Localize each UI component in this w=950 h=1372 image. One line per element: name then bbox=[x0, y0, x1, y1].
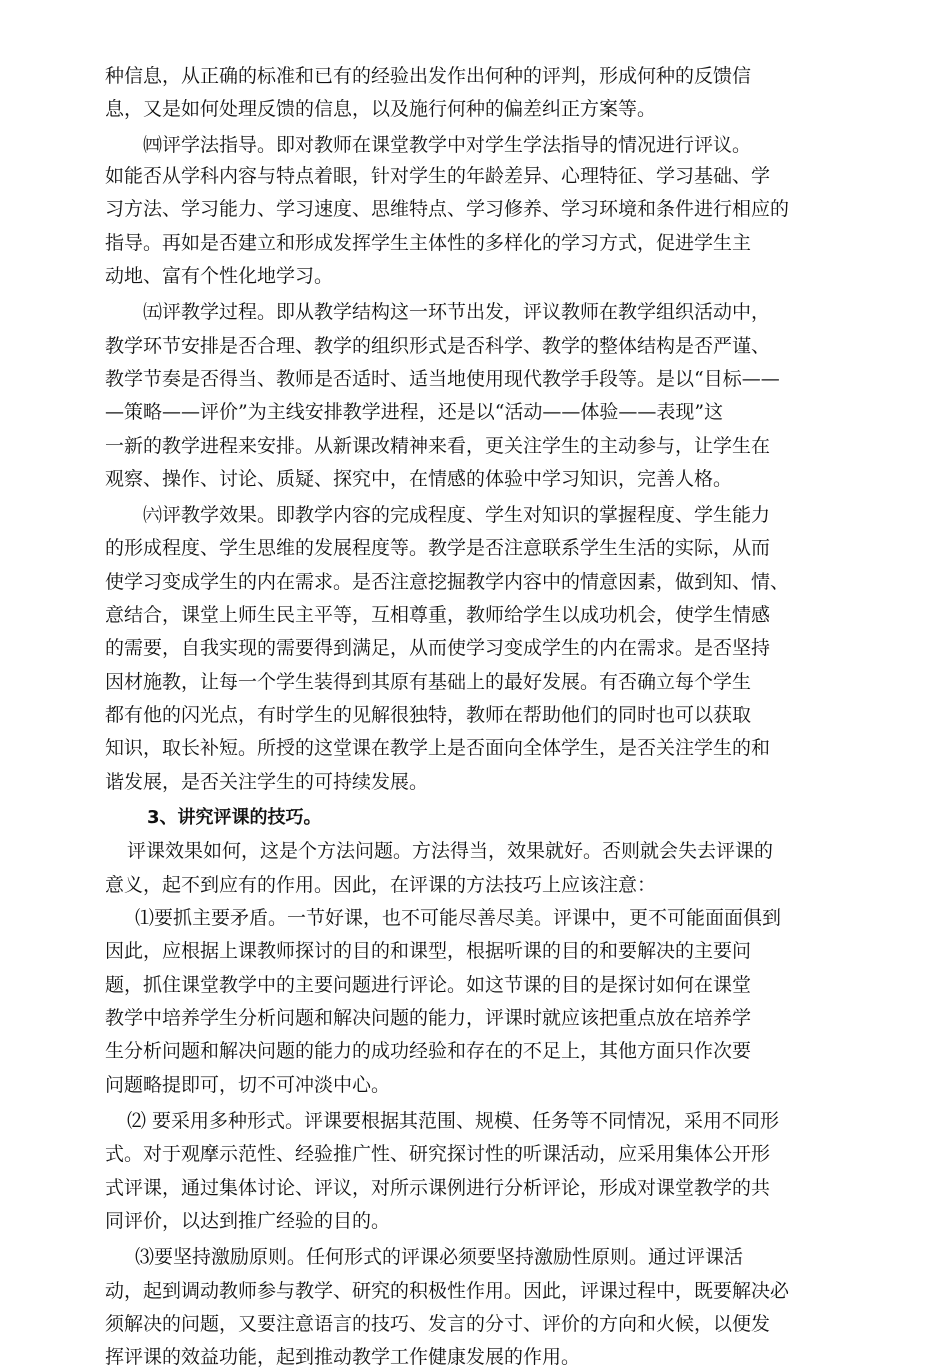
text-line: 问题略提即可，切不可冲淡中心。 bbox=[105, 1074, 391, 1096]
text-line: 教学环节安排是否合理、教学的组织形式是否科学、教学的整体结构是否严谨、 bbox=[105, 335, 771, 357]
text-line: ⑴要抓主要矛盾。一节好课，也不可能尽善尽美。评课中，更不可能面面俱到 bbox=[135, 907, 782, 929]
text-line: 谐发展，是否关注学生的可持续发展。 bbox=[105, 771, 429, 793]
text-line: 同评价，以达到推广经验的目的。 bbox=[105, 1210, 391, 1232]
text-line: 评课效果如何，这是个方法问题。方法得当，效果就好。否则就会失去评课的 bbox=[127, 840, 774, 862]
text-line: ㈥评教学效果。即教学内容的完成程度、学生对知识的掌握程度、学生能力 bbox=[143, 504, 771, 526]
text-line: 如能否从学科内容与特点着眼，针对学生的年龄差异、心理特征、学习基础、学 bbox=[105, 165, 771, 187]
text-line: 教学中培养学生分析问题和解决问题的能力，评课时就应该把重点放在培养学 bbox=[105, 1007, 752, 1029]
text-line: 指导。再如是否建立和形成发挥学生主体性的多样化的学习方式，促进学生主 bbox=[105, 232, 752, 254]
text-line: 知识，取长补短。所授的这堂课在教学上是否面向全体学生，是否关注学生的和 bbox=[105, 737, 771, 759]
text-line: 观察、操作、讨论、质疑、探究中，在情感的体验中学习知识，完善人格。 bbox=[105, 468, 733, 490]
text-line: 挥评课的效益功能，起到推动教学工作健康发展的作用。 bbox=[105, 1346, 581, 1368]
text-line: 式评课，通过集体讨论、评议，对所示课例进行分析评论，形成对课堂教学的共 bbox=[105, 1177, 771, 1199]
text-line: 一新的教学进程来安排。从新课改精神来看，更关注学生的主动参与，让学生在 bbox=[105, 435, 771, 457]
text-line: 题，抓住课堂教学中的主要问题进行评论。如这节课的目的是探讨如何在课堂 bbox=[105, 974, 752, 996]
text-line: 因材施教，让每一个学生装得到其原有基础上的最好发展。有否确立每个学生 bbox=[105, 671, 752, 693]
text-line: ⑵ 要采用多种形式。评课要根据其范围、规模、任务等不同情况，采用不同形 bbox=[127, 1110, 780, 1132]
text-line: 的形成程度、学生思维的发展程度等。教学是否注意联系学生生活的实际，从而 bbox=[105, 537, 771, 559]
text-line: 意结合，课堂上师生民主平等，互相尊重，教师给学生以成功机会，使学生情感 bbox=[105, 604, 771, 626]
text-line: 生分析问题和解决问题的能力的成功经验和存在的不足上，其他方面只作次要 bbox=[105, 1040, 752, 1062]
text-line: 习方法、学习能力、学习速度、思维特点、学习修养、学习环境和条件进行相应的 bbox=[105, 198, 790, 220]
text-line: 式。对于观摩示范性、经验推广性、研究探讨性的听课活动，应采用集体公开形 bbox=[105, 1143, 771, 1165]
text-line: 须解决的问题，又要注意语言的技巧、发言的分寸、评价的方向和火候，以便发 bbox=[105, 1313, 771, 1335]
text-line: 教学节奏是否得当、教师是否适时、适当地使用现代教学手段等。是以“目标—— bbox=[105, 368, 780, 390]
text-line: 种信息，从正确的标准和已有的经验出发作出何种的评判，形成何种的反馈信 bbox=[105, 65, 752, 87]
text-line: 意义，起不到应有的作用。因此，在评课的方法技巧上应该注意： bbox=[105, 874, 657, 896]
text-line: 动，起到调动教师参与教学、研究的积极性作用。因此，评课过程中，既要解决必 bbox=[105, 1280, 790, 1302]
text-line: 使学习变成学生的内在需求。是否注意挖掘教学内容中的情意因素，做到知、情、 bbox=[105, 571, 790, 593]
text-line: ㈤评教学过程。即从教学结构这一环节出发，评议教师在教学组织活动中， bbox=[143, 301, 771, 323]
text-line: 因此，应根据上课教师探讨的目的和课型，根据听课的目的和要解决的主要问 bbox=[105, 940, 752, 962]
text-line: 的需要，自我实现的需要得到满足，从而使学习变成学生的内在需求。是否坚持 bbox=[105, 637, 771, 659]
section-heading: 3、讲究评课的技巧。 bbox=[147, 807, 322, 828]
text-line: 动地、富有个性化地学习。 bbox=[105, 265, 334, 287]
text-line: ㈣评学法指导。即对教师在课堂教学中对学生学法指导的情况进行评议。 bbox=[143, 134, 752, 156]
text-line: 都有他的闪光点，有时学生的见解很独特，教师在帮助他们的同时也可以获取 bbox=[105, 704, 752, 726]
text-line: —策略——评价”为主线安排教学进程，还是以“活动——体验——表现”这 bbox=[105, 401, 724, 423]
text-line: 息，又是如何处理反馈的信息，以及施行何种的偏差纠正方案等。 bbox=[105, 98, 657, 120]
text-line: ⑶要坚持激励原则。任何形式的评课必须要坚持激励性原则。通过评课活 bbox=[135, 1246, 744, 1268]
